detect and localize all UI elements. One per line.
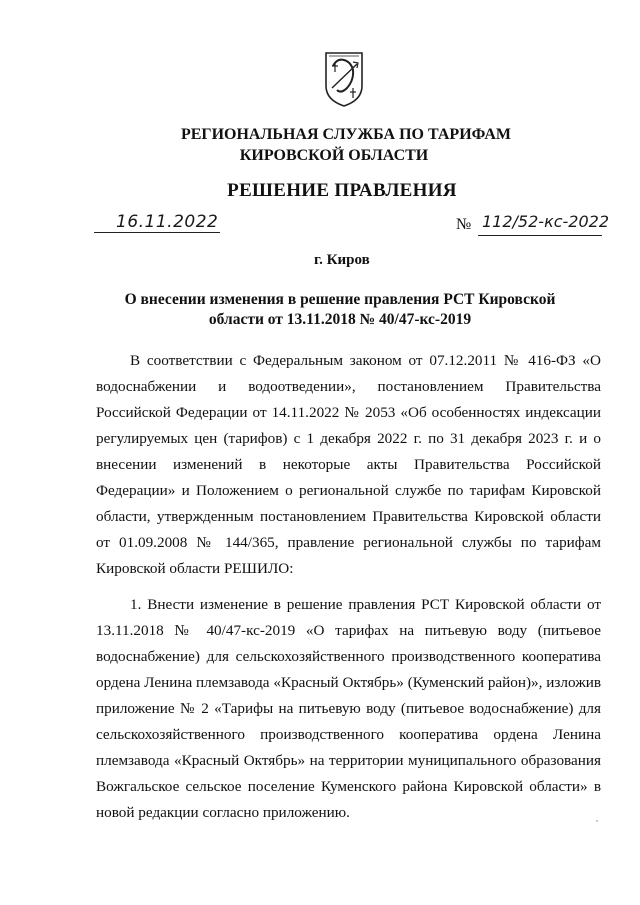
- decision-subject: [0, 290, 640, 330]
- decision-number: 112/52-кс-2022: [482, 212, 610, 231]
- preamble-paragraph: [96, 348, 601, 582]
- document-title: РЕШЕНИЕ ПРАВЛЕНИЯ: [227, 180, 457, 201]
- organization-name-line2: КИРОВСКОЙ ОБЛАСТИ: [239, 147, 429, 164]
- resolution-item-1: [96, 592, 601, 826]
- paragraph-text: В соответствии с Федеральным законом от 07.12.2011 № 416-ФЗ «О водоснабжении и водоотведении», постановлением Правительства Российской Федерации от 14.11.2022 № 2053 «Об особенностях индексации регулируемых цен (тарифов) с 1 декабря 2022 г. по 31 декабря 2023 г. и о внесении изменений в некоторые акты Правительства Российской Федерации» и Положением о региональной службе по тарифам Кировской области, утвержденным постановлением Правительства Кировской области от 01.09.2008 № 144/365, правление региональной службы по тарифам Кировской области РЕШИЛО:: [96, 352, 601, 577]
- subject-line2: области от 13.11.2018 № 40/47-кс-2019: [208, 311, 472, 328]
- city: г. Киров: [314, 252, 370, 268]
- number-label: №: [456, 216, 472, 233]
- scan-speck: [596, 820, 598, 822]
- date-underline: [94, 232, 220, 233]
- number-underline: [478, 235, 602, 236]
- paragraph-text: 1. Внести изменение в решение правления РСТ Кировской области от 13.11.2018 № 40/47-кс-2019 «О тарифах на питьевую воду (питьевое водоснабжение) для сельскохозяйственного производственного кооператива ордена Ленина племзавода «Красный Октябрь» (Куменский район)», изложив приложение № 2 «Тарифы на питьевую воду (питьевое водоснабжение) для сельскохозяйственного производственного кооператива ордена Ленина племзавода «Красный Октябрь» на территории муниципального образования Вожгальское сельское поселение Куменского района Кировской области» в новой редакции согласно приложению.: [96, 596, 601, 821]
- decision-date: 16.11.2022: [116, 212, 219, 232]
- coat-of-arms-icon: [323, 50, 365, 108]
- subject-line1: О внесении изменения в решение правления РСТ Кировской: [124, 291, 556, 308]
- organization-name-line1: РЕГИОНАЛЬНАЯ СЛУЖБА ПО ТАРИФАМ: [180, 126, 512, 143]
